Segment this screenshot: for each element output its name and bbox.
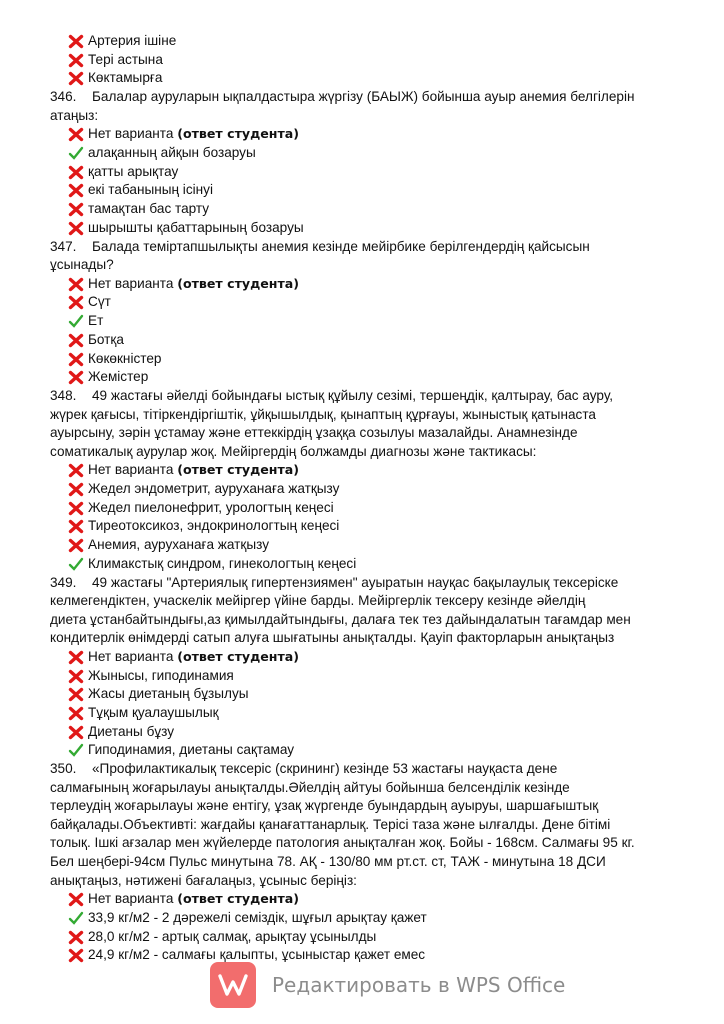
answer-option [50,723,678,742]
student-answer-label: (ответ студента) [177,891,300,907]
answer-option-text: Артерия ішіне [88,33,177,48]
answer-option [50,312,678,331]
answer-option-text: Сүт [88,294,111,310]
answer-option-text: 28,0 кг/м2 - артық салмақ, арықтау ұсынылды [88,928,377,944]
question-line-text: жүрек қағысы, тітіркендіргіштік, ұйқышылдық, қынаптың құрғауы, жыныстық қатынаста [50,406,596,422]
wrong-cross-icon [68,463,84,478]
question-line [50,107,678,126]
wrong-cross-icon [68,165,84,180]
answer-option [50,741,678,760]
question-line-text: келмегендіктен, учаскелік мейіргер үйіне барды. Мейіргерлік тексеру кезінде әйелдің [50,593,586,609]
answer-option-text: Жедел эндометрит, ауруханаға жатқызу [88,481,340,496]
question-line-text: ұсынады? [50,257,114,273]
question-line-text: терлеудің жоғарылауы және ентігу, ұзақ жүргенде буындардың ауыруы, шаршағыштық [50,798,599,814]
answer-option-text: Жасы диетаның бұзылуы [88,686,249,702]
question-line [50,797,678,816]
answer-option [50,667,678,686]
question-line [50,424,678,443]
wrong-cross-icon [68,669,84,684]
answer-option-text: шырышты қабаттарының бозаруы [88,219,304,235]
question-line [50,256,678,275]
answer-option-text: Диетаны бұзу [88,723,175,739]
answer-option-text: Жынысы, гиподинамия [88,667,234,683]
wrong-cross-icon [68,370,84,385]
answer-option-text: Нет варианта [88,462,174,478]
answer-option [50,461,678,480]
answer-option-text: тамақтан бас тарту [88,201,210,217]
answer-option-text: Нет варианта [88,275,174,291]
question-line [50,574,678,593]
student-answer-label: (ответ студента) [177,275,300,291]
answer-option-text: Климакстық синдром, гинекологтың кеңесі [88,555,357,571]
question-text [50,238,678,275]
question-line-text: Балалар ауруларын ықпалдастыра жүргізу (БАЫЖ) бойынша ауыр анемия белгілерін [92,89,635,105]
answer-option-text: қатты арықтау [88,163,179,179]
question-line [50,760,678,779]
question-number: 347. [50,238,77,254]
wps-edit-label[interactable]: Редактировать в WPS Office [272,973,566,997]
question-line-text: салмағының жоғарылауы анықталды.Әйелдің айтуы бойынша белсенділік кезінде [50,779,570,795]
correct-check-icon [68,911,84,926]
answer-option [50,499,678,518]
question-line [50,611,678,630]
student-answer-label: (ответ студента) [177,462,300,478]
question-line-text: соматикалық аурулар жоқ. Мейіргердің болжамды диагнозы және тактикасы: [50,443,537,459]
question-line [50,834,678,853]
question-line-text: 49 жастағы әйелді бойындағы ыстық құйылу сезімі, тершеңдік, қалтырау, бас ауру, [92,387,614,403]
question-text [50,760,678,890]
wrong-cross-icon [68,930,84,945]
question-line [50,592,678,611]
answer-option [50,555,678,574]
answer-option [50,32,678,51]
wrong-cross-icon [68,650,84,665]
question-line-text: анықтаңыз, нәтижені бағалаңыз, ұсыныс беріңіз: [50,872,357,888]
answer-option-text: екі табанының ісінуі [88,182,213,198]
correct-check-icon [68,557,84,572]
question-line-text: Балада теміртапшылықты анемия кезінде мейірбике берілгендердің қайсысын [92,238,590,254]
wps-edit-banner[interactable] [210,962,565,1008]
wrong-cross-icon [68,948,84,963]
question-line [50,406,678,425]
wrong-cross-icon [68,892,84,907]
question-line-text: «Профилактикалық тексеріс (скрининг) кезінде 53 жастағы науқаста дене [92,761,558,777]
answer-option [50,685,678,704]
answer-option-text: Нет варианта [88,891,174,907]
wps-logo-icon[interactable] [210,962,256,1008]
wrong-cross-icon [68,127,84,142]
answer-option [50,536,678,555]
answer-option-text: Ботқа [88,331,124,347]
wrong-cross-icon [68,687,84,702]
answer-option [50,144,678,163]
wrong-cross-icon [68,34,84,49]
answer-option-text: Гиподинамия, диетаны сақтамау [88,742,295,758]
question-line [50,238,678,257]
answer-option [50,69,678,88]
answer-option [50,331,678,350]
question-line [50,88,678,107]
question-number: 348. [50,387,77,403]
wrong-cross-icon [68,202,84,217]
question-line-text: диета ұстанбайтындығы,аз қимылдайтындығы, далаға тек тез дайындалатын тағамдар мен [50,611,631,627]
answer-option-text: Жедел пиелонефрит, урологтың кеңесі [88,499,334,515]
answer-option [50,928,678,947]
answer-option-text: Нет варианта [88,648,174,664]
question-line [50,629,678,648]
wrong-cross-icon [68,482,84,497]
wrong-cross-icon [68,519,84,534]
answer-option [50,163,678,182]
wrong-cross-icon [68,221,84,236]
question-number: 346. [50,89,77,105]
question-line [50,443,678,462]
answer-option [50,704,678,723]
question-text [50,387,678,461]
wrong-cross-icon [68,277,84,292]
answer-option [50,181,678,200]
answer-option [50,368,678,387]
wrong-cross-icon [68,352,84,367]
student-answer-label: (ответ студента) [177,126,300,142]
answer-option-text: Көкөкністер [88,350,162,366]
wrong-cross-icon [68,53,84,68]
answer-option-text: Көктамырға [88,70,163,86]
question-line-text: атаңыз: [50,107,99,123]
correct-check-icon [68,146,84,161]
wrong-cross-icon [68,501,84,516]
answer-option [50,219,678,238]
answer-option [50,293,678,312]
wrong-cross-icon [68,333,84,348]
question-line [50,853,678,872]
answer-option [50,200,678,219]
question-line-text: толық. Ішкі ағзалар мен жүйелерде патология анықталған жоқ. Бойы - 168см. Салмағы 95 кг. [50,835,635,851]
answer-option-text: Тері астына [88,51,163,67]
answer-option-text: Ет [88,313,104,329]
answer-option [50,350,678,369]
question-line-text: Бел шеңбері-94см Пульс минутына 78. АҚ - 130/80 мм рт.ст. ст, ТАЖ - минутына 18 ДСИ [50,854,606,870]
answer-option-text: 33,9 кг/м2 - 2 дәрежелі семіздік, шұғыл арықтау қажет [88,909,427,925]
question-line-text: байқалады.Объективті: жағдайы қанағаттанарлық. Терісі таза және ылғалды. Дене бітімі [50,816,611,832]
answer-option [50,125,678,144]
answer-option-text: 24,9 кг/м2 - салмағы қалыпты, ұсыныстар қажет емес [88,947,426,963]
wrong-cross-icon [68,183,84,198]
wrong-cross-icon [68,725,84,740]
question-number: 349. [50,574,77,590]
question-line-text: кондитерлік өнімдерді сатып алуға шығатыны анықталды. Қауіп факторларын анықтаңыз [50,630,615,646]
test-content [50,32,678,965]
answer-option-text: Тұқым қуалаушылық [88,705,219,720]
student-answer-label: (ответ студента) [177,648,300,664]
answer-option [50,275,678,294]
wrong-cross-icon [68,538,84,553]
answer-option [50,909,678,928]
question-number: 350. [50,761,77,777]
answer-option-text: алақанның айқын бозаруы [88,145,256,160]
answer-option [50,51,678,70]
answer-option [50,648,678,667]
answer-option-text: Нет варианта [88,126,174,142]
answer-option [50,517,678,536]
question-line-text: ауырсыну, зәрін ұстамау және еттеккірдің ұзаққа созылуы мазалайды. Анамнезінде [50,425,578,441]
answer-option [50,480,678,499]
question-line [50,387,678,406]
wrong-cross-icon [68,706,84,721]
answer-option-text: Анемия, ауруханаға жатқызу [88,537,269,553]
question-line [50,872,678,891]
question-line [50,779,678,798]
answer-option [50,890,678,909]
wrong-cross-icon [68,71,84,86]
question-text [50,574,678,648]
correct-check-icon [68,743,84,758]
answer-option-text: Жемістер [88,369,149,385]
question-line [50,816,678,835]
correct-check-icon [68,314,84,329]
wrong-cross-icon [68,295,84,310]
answer-option-text: Тиреотоксикоз, эндокринологтың кеңесі [88,518,340,534]
question-text [50,88,678,125]
question-line-text: 49 жастағы "Артериялық гипертензиямен" ауыратын науқас бақылаулық тексеріске [92,574,619,590]
